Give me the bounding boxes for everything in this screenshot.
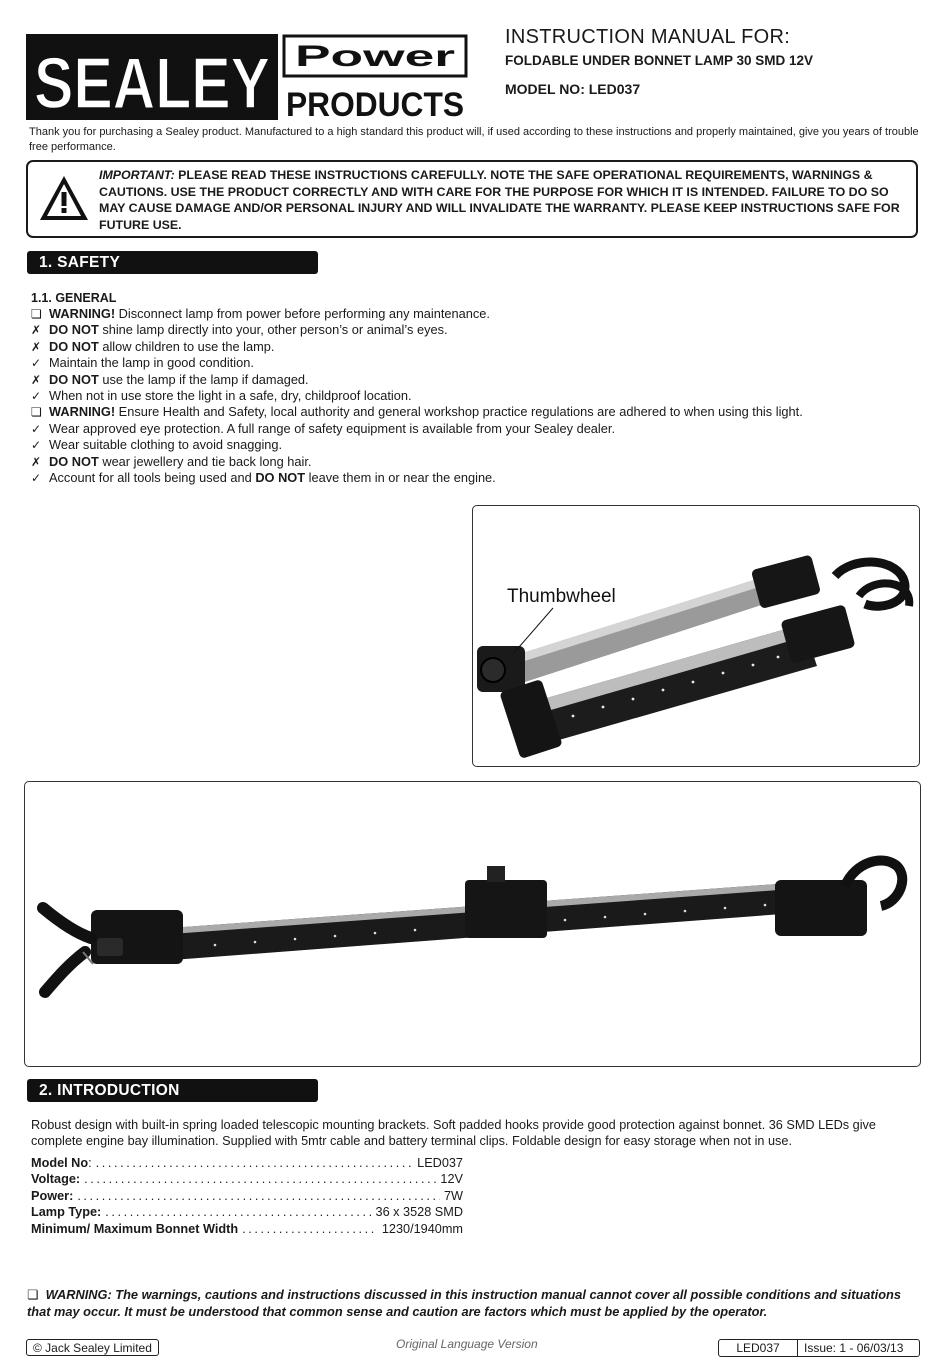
folded-lamp-illustration [473, 506, 919, 766]
spec-value: 12V [440, 1172, 463, 1187]
item-text: allow children to use the lamp. [98, 338, 275, 354]
product-name: FOLDABLE UNDER BONNET LAMP 30 SMD 12V [505, 53, 814, 68]
spec-value: 7W [443, 1188, 463, 1203]
spec-row [31, 1204, 463, 1220]
copyright-notice: © Jack Sealey Limited [26, 1339, 159, 1356]
figure-folded-lamp [472, 505, 920, 767]
dot-leader [77, 1188, 440, 1204]
issue-info: Issue: 1 - 06/03/13 [804, 1341, 904, 1355]
check-icon: ✓ [31, 388, 42, 403]
issue-box [718, 1339, 920, 1357]
box-icon: ❏ [31, 405, 42, 420]
specification-list [31, 1155, 463, 1237]
spec-value: LED037 [417, 1156, 463, 1170]
spec-value: 1230/1940mm [381, 1221, 463, 1236]
thumbwheel-label: Thumbwheel [507, 586, 616, 607]
list-item [31, 322, 921, 338]
item-bold: DO NOT [255, 469, 306, 485]
dot-leader [242, 1221, 378, 1237]
logo-products-text: PRODUCTS [286, 86, 464, 120]
spec-label: Power: [31, 1188, 74, 1203]
check-icon: ✓ [31, 470, 42, 485]
item-text: Maintain the lamp in good condition. [49, 355, 254, 371]
list-item [31, 355, 921, 371]
spec-row [31, 1171, 463, 1187]
list-item [31, 437, 921, 453]
item-text: When not in use store the light in a safe, dry, childproof location. [49, 387, 412, 403]
important-lead: IMPORTANT: [99, 168, 175, 182]
item-text: shine lamp directly into your, other person’s or animal’s eyes. [98, 322, 448, 338]
cross-icon: ✗ [31, 339, 42, 354]
thank-you-text: Thank you for purchasing a Sealey product. Manufactured to a high standard this product will, if used according to these instructions and properly maintained, give you years of trouble free performance. [29, 126, 919, 153]
list-item [31, 372, 921, 388]
introduction-text: Robust design with built-in spring loaded telescopic mounting brackets. Soft padded hooks provide good protection against bonnet. 36 SMD LEDs give complete engine bay illumination. Supplied with 5mtr cable and battery terminal clips. Foldable design for easy storage when not in use. [31, 1118, 876, 1149]
logo-sealey-text: SEALEY [34, 44, 270, 120]
item-text: Account for all tools being used and [49, 469, 256, 485]
check-icon: ✓ [31, 356, 42, 371]
cross-icon: ✗ [31, 372, 42, 387]
list-item [31, 421, 921, 437]
item-text: Ensure Health and Safety, local authority and general workshop practice regulations are adhered to when using this light. [115, 404, 803, 420]
extended-lamp-illustration [25, 782, 920, 1066]
figure-extended-lamp [24, 781, 921, 1067]
check-icon: ✓ [31, 438, 42, 453]
dot-leader [96, 1155, 414, 1171]
dot-leader [105, 1204, 371, 1220]
title-block [505, 24, 925, 98]
item-bold: DO NOT [49, 338, 99, 354]
spec-suffix: : [88, 1156, 92, 1170]
spec-label: Model No [31, 1156, 89, 1170]
item-text: Wear approved eye protection. A full range of safety equipment is available from your Sealey dealer. [49, 420, 615, 436]
item-text: Wear suitable clothing to avoid snagging. [49, 437, 283, 453]
original-language-note: Original Language Version [396, 1337, 538, 1351]
spec-label: Voltage: [31, 1172, 81, 1187]
important-notice-box [26, 160, 918, 238]
item-bold: DO NOT [49, 371, 99, 387]
warning-triangle-icon [38, 174, 90, 222]
item-bold: DO NOT [49, 453, 99, 469]
manual-for-heading: INSTRUCTION MANUAL FOR: [505, 26, 791, 48]
sealey-power-products-logo [26, 34, 468, 120]
general-subheading: 1.1. GENERAL [31, 291, 117, 305]
section-introduction-header: 2. INTRODUCTION [27, 1079, 318, 1102]
item-bold: WARNING! [49, 404, 116, 420]
list-item [31, 454, 921, 470]
box-icon: ❏ [27, 1287, 39, 1302]
cross-icon: ✗ [31, 323, 42, 338]
item-text: Disconnect lamp from power before performing any maintenance. [115, 306, 490, 321]
item-text: wear jewellery and tie back long hair. [98, 453, 312, 469]
list-item [31, 404, 921, 420]
spec-row [31, 1155, 463, 1171]
list-item [31, 470, 921, 486]
item-text: use the lamp if the lamp if damaged. [98, 371, 309, 387]
item-bold: WARNING! [49, 306, 116, 321]
cross-icon: ✗ [31, 454, 42, 469]
section-safety-header: 1. SAFETY [27, 251, 318, 274]
spec-row [31, 1221, 463, 1237]
bottom-warning [27, 1287, 922, 1320]
dot-leader [84, 1171, 436, 1187]
item-bold: DO NOT [49, 322, 99, 338]
important-notice-text [99, 167, 914, 233]
safety-list [31, 306, 921, 486]
spec-value: 36 x 3528 SMD [375, 1205, 463, 1220]
item-text: leave them in or near the engine. [305, 469, 496, 485]
spec-label: Lamp Type: [31, 1205, 102, 1220]
bottom-warning-text: WARNING: The warnings, cautions and instructions discussed in this instruction manual cannot cover all possible conditions and situations that may occur. It must be understood that common sense and caution are factors which must be applied by the operator. [27, 1287, 901, 1319]
list-item [31, 339, 921, 355]
box-icon: ❏ [31, 307, 42, 321]
logo-power-text: Power [295, 40, 456, 73]
model-number: MODEL NO: LED037 [505, 81, 641, 97]
spec-row [31, 1188, 463, 1204]
important-body: PLEASE READ THESE INSTRUCTIONS CAREFULLY. NOTE THE SAFE OPERATIONAL REQUIREMENTS, WARNINGS & CAUTIONS. USE THE PRODUCT CORRECTLY AND WITH CARE FOR THE PURPOSE FOR WHICH IT IS INTENDED. FAILURE TO DO SO MAY CAUSE DAMAGE AND/OR PERSONAL INJURY AND WILL INVALIDATE THE WARRANTY. PLEASE KEEP INSTRUCTIONS SAFE FOR FUTURE USE. [99, 168, 900, 232]
list-item [31, 306, 921, 322]
check-icon: ✓ [31, 421, 42, 436]
list-item [31, 388, 921, 404]
document-code: LED037 [719, 1340, 798, 1356]
spec-label: Minimum/ Maximum Bonnet Width [31, 1221, 239, 1236]
